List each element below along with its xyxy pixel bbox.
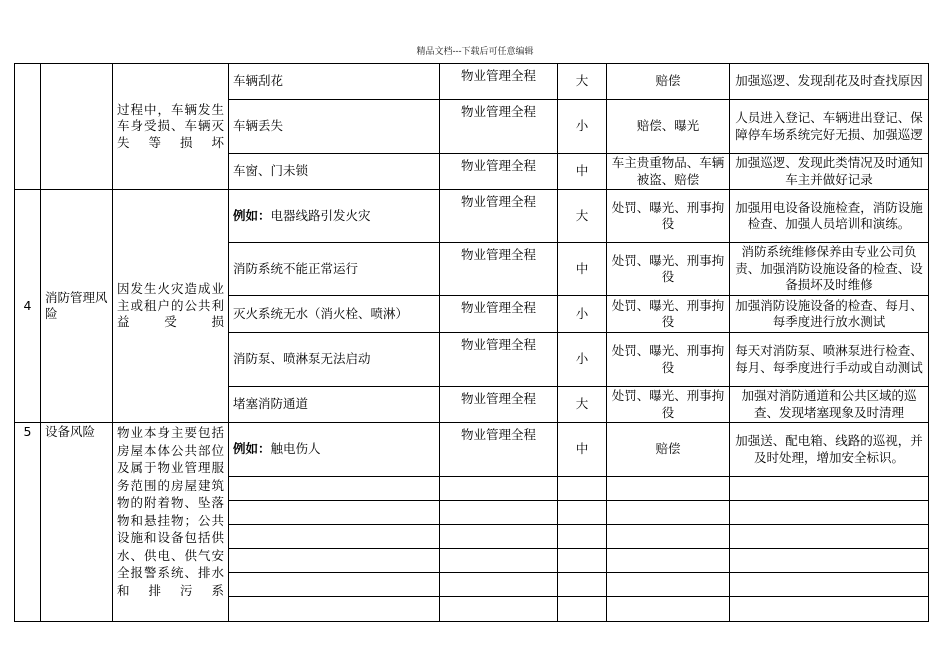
- empty-cell: [607, 549, 730, 573]
- page-header: 精品文档---下载后可任意编辑: [416, 47, 534, 57]
- risk-table: [14, 63, 929, 622]
- risk-item-text: 触电伤人: [270, 441, 321, 457]
- risk-level-cell: 小: [558, 296, 607, 333]
- empty-cell: [730, 477, 929, 501]
- empty-cell: [440, 525, 558, 549]
- risk-level-cell: 小: [558, 333, 607, 387]
- empty-cell: [440, 501, 558, 525]
- example-prefix: 例如：: [233, 441, 271, 457]
- responsibility-cell: 物业管理全程: [440, 100, 558, 154]
- empty-cell: [440, 549, 558, 573]
- responsibility-cell: 物业管理全程: [440, 423, 558, 477]
- example-prefix: 例如：: [233, 207, 271, 223]
- empty-cell: [229, 477, 440, 501]
- loss-cell: 处罚、曝光、刑事拘役: [607, 296, 730, 333]
- empty-cell: [558, 477, 607, 501]
- risk-item-cell: [229, 423, 440, 477]
- empty-cell: [607, 525, 730, 549]
- responsibility-cell: 物业管理全程: [440, 333, 558, 387]
- empty-cell: [229, 573, 440, 597]
- risk-description-cell: 物业本身主要包括房屋本体公共部位及属于物业管理服务范围的房屋建筑物的附着物、坠落物和悬挂物；公共设施和设备包括供水、供电、供气安全报警系统、排水和排污系: [113, 423, 229, 622]
- responsibility-cell: 物业管理全程: [440, 154, 558, 190]
- responsibility-cell: 物业管理全程: [440, 296, 558, 333]
- empty-cell: [558, 549, 607, 573]
- risk-category-cell: [41, 64, 113, 190]
- risk-item-cell: 堵塞消防通道: [229, 387, 440, 423]
- measure-cell: 加强巡逻、发现刮花及时查找原因: [730, 64, 929, 100]
- risk-item-cell: 消防泵、喷淋泵无法启动: [229, 333, 440, 387]
- measure-cell: 人员进入登记、车辆进出登记、保障停车场系统完好无损、加强巡逻: [730, 100, 929, 154]
- risk-item-cell: 车辆刮花: [229, 64, 440, 100]
- measure-cell: 加强消防设施设备的检查、每月、每季度进行放水测试: [730, 296, 929, 333]
- loss-cell: 处罚、曝光、刑事拘役: [607, 387, 730, 423]
- row-number-cell: 4: [15, 190, 41, 423]
- measure-cell: 加强对消防通道和公共区域的巡查、发现堵塞现象及时清理: [730, 387, 929, 423]
- loss-cell: 赔偿: [607, 423, 730, 477]
- risk-description-cell: 因发生火灾造成业主或租户的公共利益受损: [113, 190, 229, 423]
- empty-cell: [730, 525, 929, 549]
- responsibility-cell: 物业管理全程: [440, 190, 558, 243]
- responsibility-cell: 物业管理全程: [440, 387, 558, 423]
- empty-cell: [730, 573, 929, 597]
- risk-category-cell: 消防管理风险: [41, 190, 113, 423]
- row-number-cell: 5: [15, 423, 41, 622]
- empty-cell: [558, 597, 607, 622]
- risk-item-cell: 车窗、门未锁: [229, 154, 440, 190]
- loss-cell: 车主贵重物品、车辆被盗、赔偿: [607, 154, 730, 190]
- risk-item-text: 电器线路引发火灾: [270, 207, 371, 223]
- empty-cell: [229, 549, 440, 573]
- empty-cell: [440, 573, 558, 597]
- empty-cell: [558, 525, 607, 549]
- risk-item-cell: [229, 190, 440, 243]
- loss-cell: 处罚、曝光、刑事拘役: [607, 243, 730, 296]
- empty-cell: [730, 549, 929, 573]
- measure-cell: 加强送、配电箱、线路的巡视，并及时处理，增加安全标识。: [730, 423, 929, 477]
- empty-cell: [730, 597, 929, 622]
- risk-item-cell: 消防系统不能正常运行: [229, 243, 440, 296]
- loss-cell: 赔偿: [607, 64, 730, 100]
- empty-cell: [558, 501, 607, 525]
- risk-item-cell: 车辆丢失: [229, 100, 440, 154]
- risk-level-cell: 中: [558, 154, 607, 190]
- risk-level-cell: 中: [558, 423, 607, 477]
- table-row: [15, 423, 929, 477]
- empty-cell: [229, 525, 440, 549]
- risk-description-cell: 过程中，车辆发生车身受损、车辆灭失等损坏: [113, 64, 229, 190]
- measure-cell: 加强用电设备设施检查，消防设施检查、加强人员培训和演练。: [730, 190, 929, 243]
- empty-cell: [607, 501, 730, 525]
- empty-cell: [229, 597, 440, 622]
- risk-level-cell: 小: [558, 100, 607, 154]
- loss-cell: 赔偿、曝光: [607, 100, 730, 154]
- responsibility-cell: 物业管理全程: [440, 64, 558, 100]
- measure-cell: 加强巡逻、发现此类情况及时通知车主并做好记录: [730, 154, 929, 190]
- row-number-cell: [15, 64, 41, 190]
- risk-level-cell: 中: [558, 243, 607, 296]
- risk-item-cell: 灭火系统无水（消火栓、喷淋）: [229, 296, 440, 333]
- loss-cell: 处罚、曝光、刑事拘役: [607, 333, 730, 387]
- risk-level-cell: 大: [558, 64, 607, 100]
- empty-cell: [229, 501, 440, 525]
- empty-cell: [607, 573, 730, 597]
- empty-cell: [440, 597, 558, 622]
- empty-cell: [440, 477, 558, 501]
- empty-cell: [558, 573, 607, 597]
- table-row: [15, 64, 929, 100]
- empty-cell: [730, 501, 929, 525]
- table-row: [15, 190, 929, 243]
- responsibility-cell: 物业管理全程: [440, 243, 558, 296]
- risk-level-cell: 大: [558, 387, 607, 423]
- measure-cell: 消防系统维修保养由专业公司负责、加强消防设施设备的检查、设备损坏及时维修: [730, 243, 929, 296]
- risk-level-cell: 大: [558, 190, 607, 243]
- measure-cell: 每天对消防泵、喷淋泵进行检查、每月、每季度进行手动或自动测试: [730, 333, 929, 387]
- risk-category-cell: 设备风险: [41, 423, 113, 622]
- empty-cell: [607, 597, 730, 622]
- empty-cell: [607, 477, 730, 501]
- loss-cell: 处罚、曝光、刑事拘役: [607, 190, 730, 243]
